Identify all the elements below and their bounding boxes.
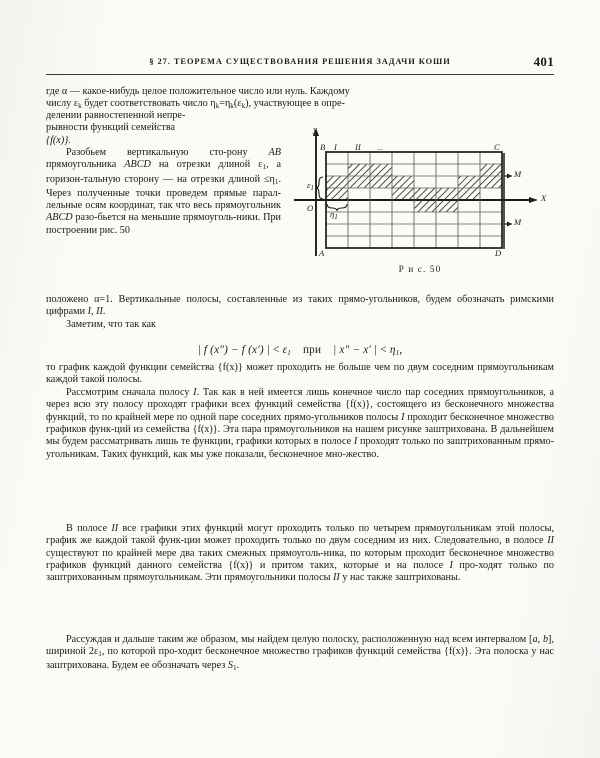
figure-label-D: D	[495, 248, 502, 258]
figure-label-M-lower: M	[514, 217, 522, 227]
formula-rhs: | x″ − x′ |	[333, 344, 378, 356]
figure-label-strip-I: I	[334, 142, 337, 152]
figure-label-epsilon: $\varepsilon_1$	[307, 180, 314, 192]
paragraph-to-grafik-text: то график каждой функции семейства {f(x)} может проходить не больше чем по двум соседним прямоугольникам каждой такой полосы.	[46, 362, 554, 386]
running-head	[46, 54, 554, 77]
paragraph-razobem: Разобьем вертикальную сто-рону AB прямоугольника ABCD на отрезки длиной $\varepsilon_1$, а горизон-тальную сторону — на отрезки длиной $\le\eta_1$. Через полученные точки проведем прямые парал-лельные осям координат, так что весь прямоугольник ABCD разо-бьется на меньшие прямоуголь-ники. При построении рис. 50	[46, 147, 282, 236]
formula-epsilon: ε	[282, 344, 288, 356]
figure-label-M-upper: M	[514, 169, 522, 179]
epsilon-brace	[316, 177, 323, 199]
paragraph-polozheno	[46, 294, 554, 331]
figure-label-origin: O	[307, 203, 314, 213]
paragraph-alpha-line3: делении равностепенной непре-	[46, 110, 186, 121]
page-number: 401	[533, 54, 554, 69]
displayed-formula: | f (x″) − f (x′) | < $\varepsilon_1$ при | x″ − x′ | < $\eta_1$,	[197, 344, 403, 357]
header-rule	[46, 74, 554, 75]
figure-label-C: C	[494, 142, 500, 152]
paragraph-rassmotrim-text: Рассмотрим сначала полосу I. Так как в ней имеется лишь конечное число пар соседних прямоугольников, а через всю эту полосу проходят графики всех функций семейства {f(x)}, состоящего из бесконечного множества функций, то по крайней мере по одной паре соседних прямо-угольников полосы I проходит бесконечное множество графиков функ-ций из семейства {f(x)}. Эта пара прямоугольников на нашем рисунке заштрихована. В дальнейшем мы будем рассматривать лишь те функции, графики которых в полосе I проходят только по заштрихованным прямо-угольникам. Таких функций, как мы уже показали, бесконечное мно-жество.	[46, 387, 554, 460]
formula-rel-1: <	[270, 344, 283, 356]
formula-lhs: | f (x″) − f (x′) |	[197, 344, 271, 356]
left-column-text	[46, 110, 281, 237]
figure-label-eta: $\eta_1$	[330, 209, 338, 221]
paragraph-alpha-line5: {f(x)}.	[46, 134, 71, 146]
paragraph-rassmotrim	[46, 387, 554, 461]
paragraph-alpha-line2: числу $\varepsilon_k$ будет соответствовать число $\eta_k=\eta_k(\varepsilon_k)$, участвующее в опре-	[46, 98, 345, 111]
paragraph-v-polose-ii	[46, 523, 554, 585]
figure-ris-50	[286, 124, 554, 289]
formula-rel-2: <	[377, 344, 390, 356]
paragraph-zametim: Заметим, что так как	[66, 318, 156, 330]
formula-comma: ,	[399, 344, 403, 356]
paragraph-alpha-line4: рывности функций семейства	[46, 122, 176, 134]
figure-label-strip-II: II	[355, 142, 361, 152]
paragraph-v-polose-ii-text: В полосе II все графики этих функций могут проходить только по четырем прямоугольникам этой полосы, график же каждой такой функ-ции может проходить только по двум соседним из них. Следовательно, в полосе II существуют по крайней мере два таких смежных прямоуголь-ника, по которым проходит бесконечное множество графиков функций данного семейства {f(x)} и притом таких, которые и на полосе I про-ходят только по заштрихованным прямоугольникам. Эти прямоугольники полосы II у нас также заштрихованы.	[46, 523, 554, 584]
figure-svg	[286, 124, 554, 269]
paragraph-rassuzhdaya	[46, 634, 554, 675]
running-head-title: § 27. ТЕОРЕМА СУЩЕСТВОВАНИЯ РЕШЕНИЯ ЗАДАЧИ КОШИ	[149, 57, 451, 66]
formula-pri: при	[302, 344, 322, 356]
figure-label-ellipsis: ...	[377, 143, 383, 152]
paragraph-to-grafik	[46, 362, 554, 387]
paragraph-polozheno-text: положено α=1. Вертикальные полосы, составленные из таких прямо-угольников, будем обозначать римскими цифрами I, II.	[46, 294, 554, 318]
figure-label-A: A	[319, 248, 325, 258]
y-axis	[313, 128, 319, 256]
figure-caption: Р и с. 50	[398, 265, 442, 275]
figure-label-B: B	[320, 142, 326, 152]
paragraph-alpha-intro	[46, 86, 554, 112]
figure-label-y-axis: y	[313, 124, 317, 134]
paragraph-alpha-line1: где α — какое-нибудь целое положительное число или нуль. Каждому	[46, 86, 350, 97]
paragraph-rassuzhdaya-text: Рассуждая и дальше таким же образом, мы найдем целую полоску, расположенную над всем интервалом [a, b], шириной $2\varepsilon_1$, по которой про-ходит бесконечное множество графиков функций семейства {f(x)}. Эта полоска у нас заштрихована. Будем ее обозначать через $S_1$.	[46, 634, 554, 673]
figure-label-x-axis: X	[541, 193, 547, 203]
formula-eta: η	[389, 344, 396, 356]
